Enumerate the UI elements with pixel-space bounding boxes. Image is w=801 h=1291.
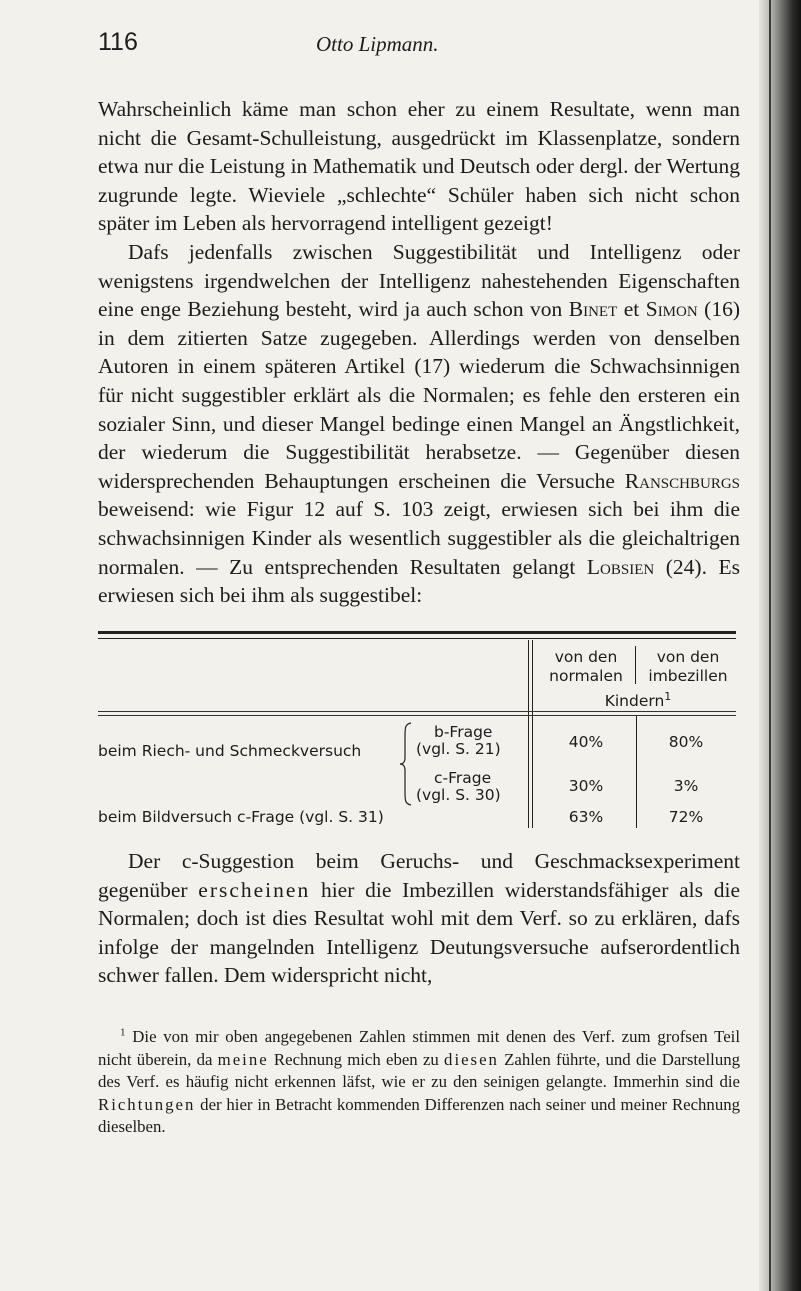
cell-imbezil-b: 80%: [668, 733, 704, 751]
author-lobsien: Lobsien: [586, 554, 655, 579]
sub-label-c-frage: [416, 770, 501, 804]
table-divider-left: [528, 640, 529, 828]
table-header-rule: [98, 711, 736, 716]
column-group-header: [538, 689, 738, 711]
footnote-paragraph: [98, 1026, 740, 1139]
brace-icon: [399, 722, 413, 806]
paragraph-1: Wahrscheinlich käme man schon eher zu einem Resultate, wenn man nicht die Gesamt-Schulleistung, ausgedrückt im Klassenplatze, sondern etwa nur die Leistung in Mathematik und Deutsch oder dergl. der Wertung zugrunde legte. Wieviele „schlechte“ Schüler haben sich nicht schon später im Leben als hervorragend intelligent gezeigt!: [98, 97, 740, 236]
sub-b-line2: (vgl. S. 21): [416, 740, 501, 758]
footnote-part-a: Die von mir oben angegebenen Zahlen stimmen mit denen des Verf. zum grofsen Teil nicht überein, da: [98, 1027, 740, 1069]
footnote-part-b: Rechnung mich eben zu: [268, 1049, 445, 1069]
page-number: 116: [98, 28, 138, 56]
spaced-word: erscheinen: [198, 877, 311, 902]
cell-imbezil-c: 3%: [673, 777, 699, 795]
author-simon: Simon: [645, 297, 698, 322]
body-text: [98, 95, 740, 610]
paragraph-3-part-b: hier die Imbezillen widerstandsfähiger als die Normalen; doch ist dies Resultat wohl mit dem Verf. so zu erklären, dafs infolge der mangelnden Intelligenz Deutungsversuche aufserordentlich schwer fallen. Dem widerspricht nicht,: [98, 877, 740, 988]
sub-label-b-frage: [416, 724, 501, 758]
footnote-marker: 1: [120, 1026, 126, 1039]
column-header-normal: von den normalen: [549, 648, 623, 685]
row-label-riech: beim Riech- und Schmeckversuch: [98, 742, 362, 760]
sub-c-line2: (vgl. S. 30): [416, 786, 501, 804]
footnote-part-c: Zahlen führte, und die Darstellung des Verf. es häufig nicht erkennen läfst, wie er zu den seinigen gelangte. Immerhin sind die: [98, 1049, 740, 1091]
row-label-bild: beim Bildversuch c-Frage (vgl. S. 31): [98, 808, 384, 826]
paragraph-2: [98, 238, 740, 610]
cell-normal-c: 30%: [568, 777, 604, 795]
footnote-spaced-meine: meine: [217, 1049, 269, 1069]
page-header: [98, 28, 740, 68]
sub-c-line1: c-Frage: [434, 769, 492, 787]
binding-edge: [759, 0, 801, 1291]
binding-line: [769, 0, 771, 1291]
paragraph-2-part-a: Dafs jedenfalls zwischen Suggestibilität und Intelligenz oder wenigstens irgendwelchen der Intelligenz nahestehenden Eigenschaften eine enge Beziehung besteht, wird ja auch schon von: [98, 239, 740, 322]
body-text-continued: [98, 847, 740, 990]
table-body-divider: [636, 716, 637, 828]
table-top-rule: [98, 631, 736, 639]
column-group-label: Kindern: [604, 692, 665, 710]
cell-imbezil-bild: 72%: [668, 808, 704, 826]
table-divider-left-double: [532, 640, 533, 828]
column-header-imbezil: von den imbezillen: [648, 648, 728, 685]
footnote: [98, 1026, 740, 1139]
paragraph-3: [98, 847, 740, 990]
cell-normal-bild: 63%: [568, 808, 604, 826]
footnote-ref: 1: [664, 689, 672, 703]
author-binet: Binet: [568, 297, 618, 322]
paragraph-2-part-e: (24). Es erwiesen sich bei ihm als suggestibel:: [98, 554, 740, 608]
cell-normal-b: 40%: [568, 733, 604, 751]
sub-b-line1: b-Frage: [434, 723, 493, 741]
paragraph-3-part-a: Der c-Suggestion beim Geruchs- und Geschmacksexperiment gegenüber: [98, 849, 740, 902]
paragraph-2-part-b: et: [617, 297, 646, 322]
footnote-spaced-diesen: diesen: [444, 1049, 499, 1069]
footnote-spaced-richtungen: Richtungen: [98, 1094, 196, 1114]
author-ranschburg: Ranschburgs: [624, 468, 740, 493]
table-header-divider: [635, 646, 636, 684]
footnote-part-d: der hier in Betracht kommenden Differenzen nach seiner und meiner Rechnung dieselben.: [98, 1094, 740, 1136]
paragraph-2-part-c: (16) in dem zitierten Satze zugegeben. Allerdings werden von denselben Autoren in einem späteren Artikel (17) wiederum die Schwachsinnigen für nicht suggestibler erklärt als die Normalen; es fehle den ersteren ein sozialer Sinn, und dieser Mangel bedinge einen Mangel an Ängstlichkeit, der wiederum die Suggestibilität herabsetze. — Gegenüber diesen widersprechenden Behauptungen erscheinen die Versuche: [98, 297, 740, 493]
running-head: Otto Lipmann.: [316, 32, 439, 56]
paragraph-2-part-d: beweisend: wie Figur 12 auf S. 103 zeigt, erwiesen sich bei ihm die schwachsinnigen Kinder als wesentlich suggestibler als die gleichaltrigen normalen. — Zu entsprechenden Resultaten gelangt: [98, 497, 740, 579]
results-table: [98, 640, 736, 830]
